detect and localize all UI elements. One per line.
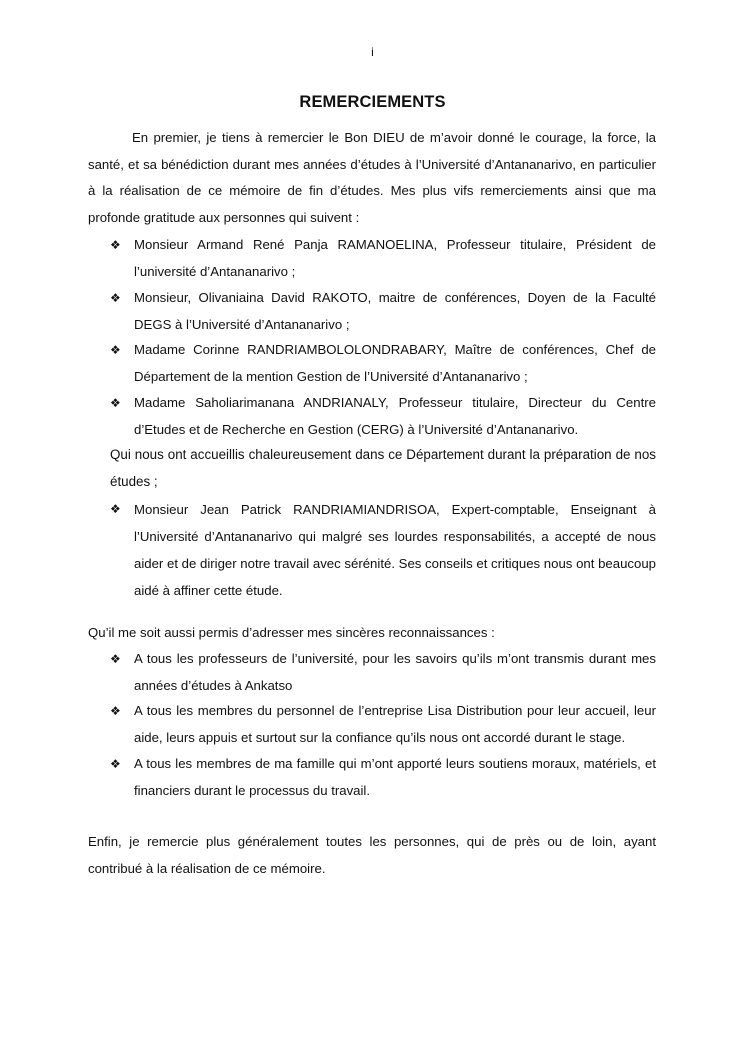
page-number: i bbox=[371, 45, 374, 59]
list-item-text: Monsieur Armand René Panja RAMANOELINA, Professeur titulaire, Président de l’université d’Antananarivo ; bbox=[134, 237, 656, 279]
list-item-text: Madame Saholiarimanana ANDRIANALY, Professeur titulaire, Directeur du Centre d’Etudes et de Recherche en Gestion (CERG) à l’Université d’Antananarivo. bbox=[134, 395, 656, 437]
welcome-paragraph: Qui nous ont accueillis chaleureusement dans ce Département durant la préparation de nos études ; bbox=[110, 447, 656, 489]
intro-paragraph: En premier, je tiens à remercier le Bon DIEU de m’avoir donné le courage, la force, la santé, et sa bénédiction durant mes années d’études à l’Université d’Antananarivo, en particulier à la réalisation de ce mémoire de fin d’études. Mes plus vifs remerciements ainsi que ma profonde gratitude aux personnes qui suivent : bbox=[88, 130, 656, 225]
diamond-bullet-icon: ❖ bbox=[110, 343, 121, 357]
diamond-bullet-icon: ❖ bbox=[110, 502, 121, 516]
diamond-bullet-icon: ❖ bbox=[110, 652, 121, 666]
list-item bbox=[110, 646, 656, 699]
diamond-bullet-icon: ❖ bbox=[110, 396, 121, 410]
diamond-bullet-icon: ❖ bbox=[110, 704, 121, 718]
list-item-text: Monsieur Jean Patrick RANDRIAMIANDRISOA, Expert-comptable, Enseignant à l’Université d’Antananarivo qui malgré ses lourdes responsabilités, a accepté de nous aider et de diriger notre travail avec sérénité. Ses conseils et critiques nous ont beaucoup aidé à affiner cette étude. bbox=[134, 502, 656, 598]
list-item bbox=[110, 496, 656, 604]
diamond-bullet-icon: ❖ bbox=[110, 757, 121, 771]
list-item bbox=[110, 232, 656, 285]
list-item bbox=[110, 751, 656, 804]
diamond-bullet-icon: ❖ bbox=[110, 238, 121, 252]
list-item-text: A tous les professeurs de l’université, pour les savoirs qu’ils m’ont transmis durant mes années d’études à Ankatso bbox=[134, 651, 656, 693]
list-item bbox=[110, 337, 656, 390]
list-item-text: Madame Corinne RANDRIAMBOLOLONDRABARY, Maître de conférences, Chef de Département de la mention Gestion de l’Université d’Antananarivo ; bbox=[134, 342, 656, 384]
list-item-text: A tous les membres de ma famille qui m’ont apporté leurs soutiens moraux, matériels, et financiers durant le processus du travail. bbox=[134, 756, 656, 798]
list-item bbox=[110, 698, 656, 751]
list-item bbox=[110, 390, 656, 443]
page-title: REMERCIEMENTS bbox=[299, 93, 446, 111]
reconnaissance-intro: Qu’il me soit aussi permis d’adresser mes sincères reconnaissances : bbox=[88, 625, 495, 640]
list-item-text: Monsieur, Olivaniaina David RAKOTO, maitre de conférences, Doyen de la Faculté DEGS à l’Université d’Antananarivo ; bbox=[134, 290, 656, 332]
list-item bbox=[110, 285, 656, 338]
conclusion-paragraph: Enfin, je remercie plus généralement toutes les personnes, qui de près ou de loin, ayant contribué à la réalisation de ce mémoire. bbox=[88, 834, 656, 876]
list-item-text: A tous les membres du personnel de l’entreprise Lisa Distribution pour leur accueil, leur aide, leurs appuis et surtout sur la confiance qu’ils nous ont accordé durant le stage. bbox=[134, 703, 656, 745]
diamond-bullet-icon: ❖ bbox=[110, 291, 121, 305]
